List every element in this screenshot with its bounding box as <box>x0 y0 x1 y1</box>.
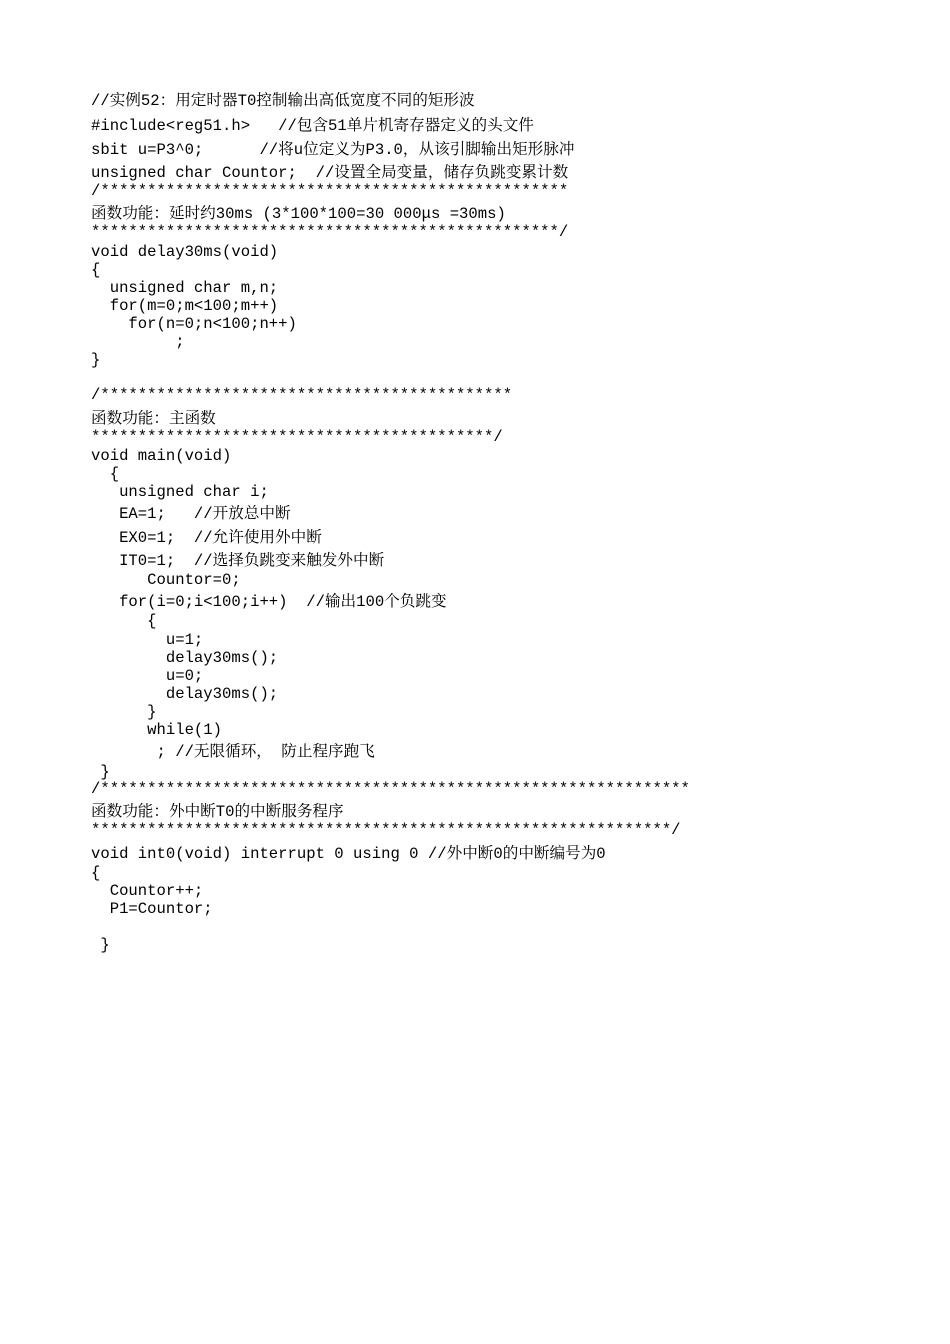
code-line: delay30ms(); <box>91 685 279 703</box>
code-line: Countor=0; <box>91 571 241 589</box>
code-line: } <box>91 936 110 954</box>
comment-border-line: /******************************************** <box>91 386 513 404</box>
code-line: ; <box>91 333 185 351</box>
code-line: } <box>91 703 157 721</box>
code-line: for(i=0;i<100;i++) //输出100个负跳变 <box>91 593 447 611</box>
comment-border-line: *******************************************/ <box>91 428 503 446</box>
code-line: } <box>91 763 110 781</box>
code-line: unsigned char i; <box>91 483 269 501</box>
code-line: 函数功能：延时约30ms (3*100*100=30 000μs =30ms) <box>91 205 506 223</box>
code-line: ; //无限循环， 防止程序跑飞 <box>91 743 375 761</box>
code-line: unsigned char m,n; <box>91 279 279 297</box>
code-line: u=1; <box>91 631 204 649</box>
code-line: void int0(void) interrupt 0 using 0 //外中断0的中断编号为0 <box>91 845 606 863</box>
code-line: IT0=1; //选择负跳变来触发外中断 <box>91 552 385 570</box>
code-line: 函数功能：外中断T0的中断服务程序 <box>91 803 344 821</box>
comment-border-line: /************************************************** <box>91 182 569 200</box>
code-line: Countor++; <box>91 882 204 900</box>
comment-border-line: /*************************************************************** <box>91 780 690 798</box>
code-line: { <box>91 864 101 882</box>
code-line: delay30ms(); <box>91 649 279 667</box>
comment-border-line: **************************************************************/ <box>91 821 681 839</box>
code-line: sbit u=P3^0; //将u位定义为P3.0，从该引脚输出矩形脉冲 <box>91 141 575 159</box>
code-line: void main(void) <box>91 447 232 465</box>
code-line: unsigned char Countor; //设置全局变量，储存负跳变累计数 <box>91 164 569 182</box>
comment-border-line: **************************************************/ <box>91 223 569 241</box>
code-line: while(1) <box>91 721 223 739</box>
code-line: for(m=0;m<100;m++) <box>91 297 279 315</box>
code-line: EA=1; //开放总中断 <box>91 505 291 523</box>
code-line: u=0; <box>91 667 204 685</box>
code-line: #include<reg51.h> //包含51单片机寄存器定义的头文件 <box>91 117 534 135</box>
code-line: { <box>91 261 101 279</box>
code-line: for(n=0;n<100;n++) <box>91 315 297 333</box>
code-line: void delay30ms(void) <box>91 243 279 261</box>
code-line: { <box>91 612 157 630</box>
code-line: //实例52：用定时器T0控制输出高低宽度不同的矩形波 <box>91 92 475 110</box>
code-line: 函数功能：主函数 <box>91 410 216 428</box>
code-line: EX0=1; //允许使用外中断 <box>91 529 322 547</box>
code-line: } <box>91 351 101 369</box>
code-line: P1=Countor; <box>91 900 213 918</box>
code-line: { <box>91 465 120 483</box>
